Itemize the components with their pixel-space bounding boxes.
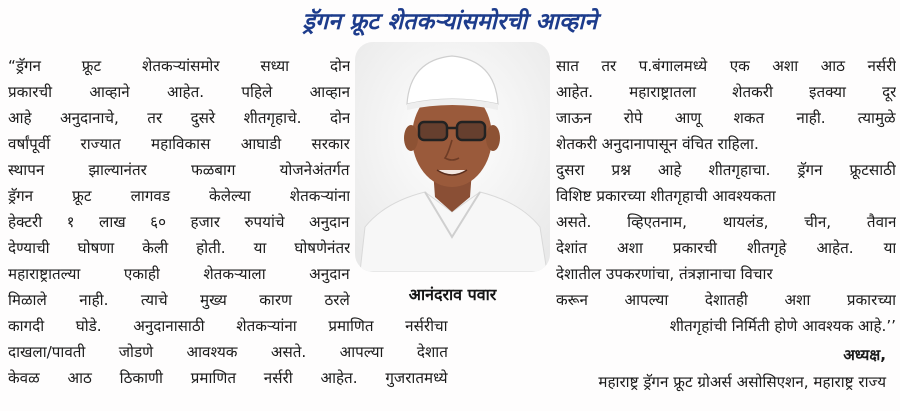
portrait-photo [355, 42, 550, 272]
right-top-line: विशिष्ट प्रकारच्या शीतगृहाची आवश्यकता [556, 187, 776, 205]
left-bottom-line: कागदी घोडे. अनुदानासाठी शेतकऱ्यांना प्रमाणित नर्सरीचा [8, 317, 448, 335]
signature-role: अध्यक्ष, [843, 346, 886, 364]
left-top-line: आहे अनुदानाचे, तर दुसरे शीतगृहाचे. दोन [8, 109, 350, 127]
portrait-illustration [355, 42, 550, 272]
left-top-line: देण्याची घोषणा केली होती. या घोषणेनंतर [8, 239, 350, 257]
left-top-line: महाराष्ट्रातल्या एकाही शेतकऱ्याला अनुदान [8, 265, 350, 283]
article-headline: ड्रॅगन फ्रूट शेतकऱ्यांसमोरची आव्हाने [302, 9, 598, 35]
right-top-line: देशातील उपकरणांचा, तंत्रज्ञानाचा विचार [556, 265, 773, 283]
right-top-line: करून आपल्या देशातही अशा प्रकारच्या [556, 291, 896, 309]
left-top-line: प्रकारची आव्हाने आहेत. पहिले आव्हान [8, 83, 350, 101]
left-top-line: स्थापन झाल्यानंतर फळबाग योजनेअंतर्गत [8, 161, 350, 179]
left-column-bottom-text [8, 313, 448, 391]
right-top-line: जाऊन रोपे आणू शकत नाही. त्यामुळे [556, 109, 896, 127]
closing-line [456, 313, 896, 339]
right-top-line: दुसरा प्रश्न आहे शीतगृहाचा. ड्रॅगन फ्रूटसाठी [556, 161, 896, 179]
right-top-line: आहेत. महाराष्ट्रातला शेतकरी इतक्या दूर [556, 83, 896, 101]
closing-line-text: शीतगृहांची निर्मिती होणे आवश्यक आहे.’’ [669, 317, 896, 335]
photo-caption: आनंदराव पवार [408, 285, 497, 304]
left-bottom-line: केवळ आठ ठिकाणी प्रमाणित नर्सरी आहेत. गुजरातमध्ये [8, 369, 448, 387]
left-top-line: “ड्रॅगन फ्रूट शेतकऱ्यांसमोर सध्या दोन [8, 57, 350, 75]
left-bottom-line: दाखला/पावती जोडणे आवश्यक असते. आपल्या देशात [8, 343, 448, 361]
right-column-top-text [556, 53, 896, 313]
signature-organization: महाराष्ट्र ड्रॅगन फ्रूट ग्रोअर्स असोसिएशन, महाराष्ट्र राज्य [598, 373, 886, 391]
left-top-line: मिळाले नाही. त्याचे मुख्य कारण ठरले [8, 291, 350, 309]
left-top-line: वर्षांपूर्वी राज्यात महाविकास आघाडी सरकार [8, 135, 350, 153]
right-top-line: सात तर प.बंगालमध्ये एक अशा आठ नर्सरी [556, 57, 896, 75]
right-top-line: असते. व्हिएतनाम, थायलंड, चीन, तैवान [556, 213, 896, 231]
right-top-line: देशांत अशा प्रकारची शीतगृहे आहेत. या [556, 239, 896, 257]
left-top-line: हेक्टरी १ लाख ६० हजार रुपयांचे अनुदान [8, 213, 350, 231]
right-top-line: शेतकरी अनुदानापासून वंचित राहिला. [556, 135, 759, 153]
left-top-line: ड्रॅगन फ्रूट लागवड केलेल्या शेतकऱ्यांना [8, 187, 350, 205]
left-column-top-text [8, 53, 350, 313]
